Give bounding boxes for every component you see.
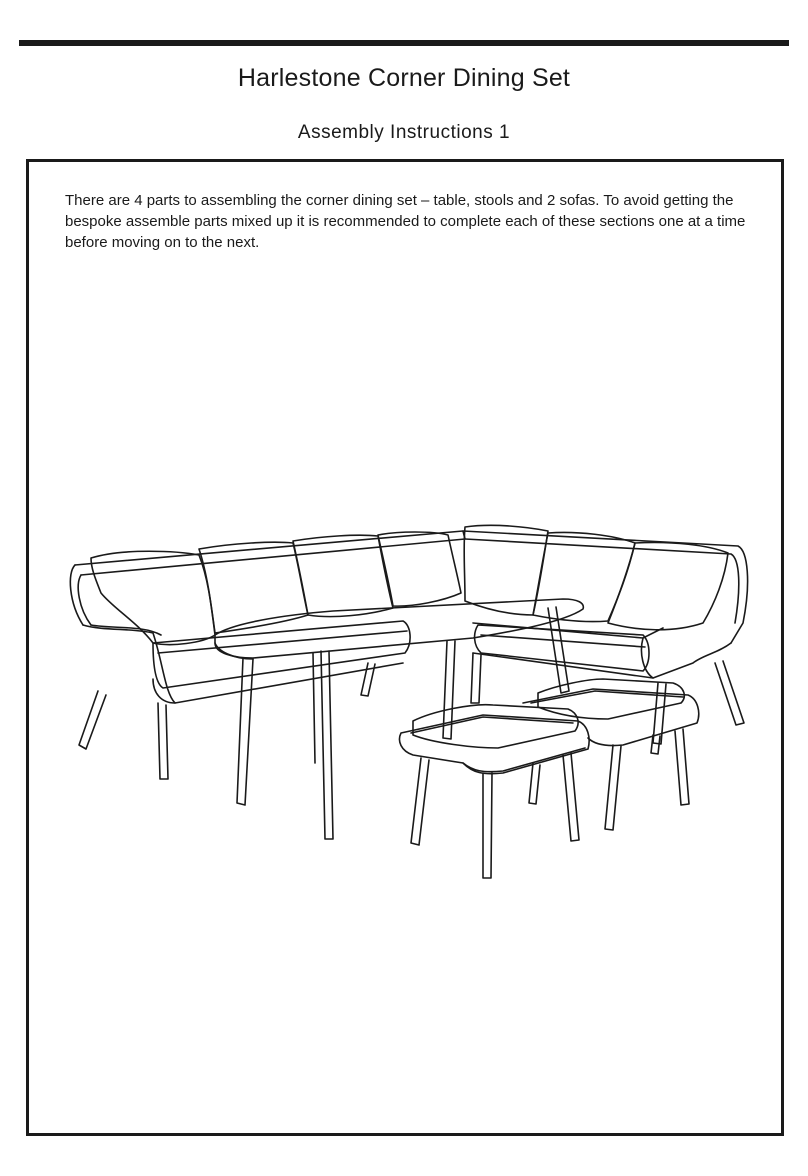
content-frame	[26, 159, 784, 1136]
back-cushions-left	[91, 532, 461, 645]
intro-paragraph: There are 4 parts to assembling the corner dining set – table, stools and 2 sofas. To avoid getting the bespoke assemble parts mixed up it is recommended to complete each of these sections one at a time before moving on to the next.	[65, 192, 746, 251]
dining-table	[215, 599, 583, 839]
page-title: Harlestone Corner Dining Set	[237, 64, 571, 92]
page-subtitle: Assembly Instructions 1	[297, 122, 511, 143]
left-sofa-frame	[70, 531, 465, 703]
corner-dining-set-illustration	[29, 162, 781, 1133]
stool-front	[400, 705, 590, 878]
stool-back	[523, 679, 699, 830]
top-rule	[19, 40, 789, 46]
